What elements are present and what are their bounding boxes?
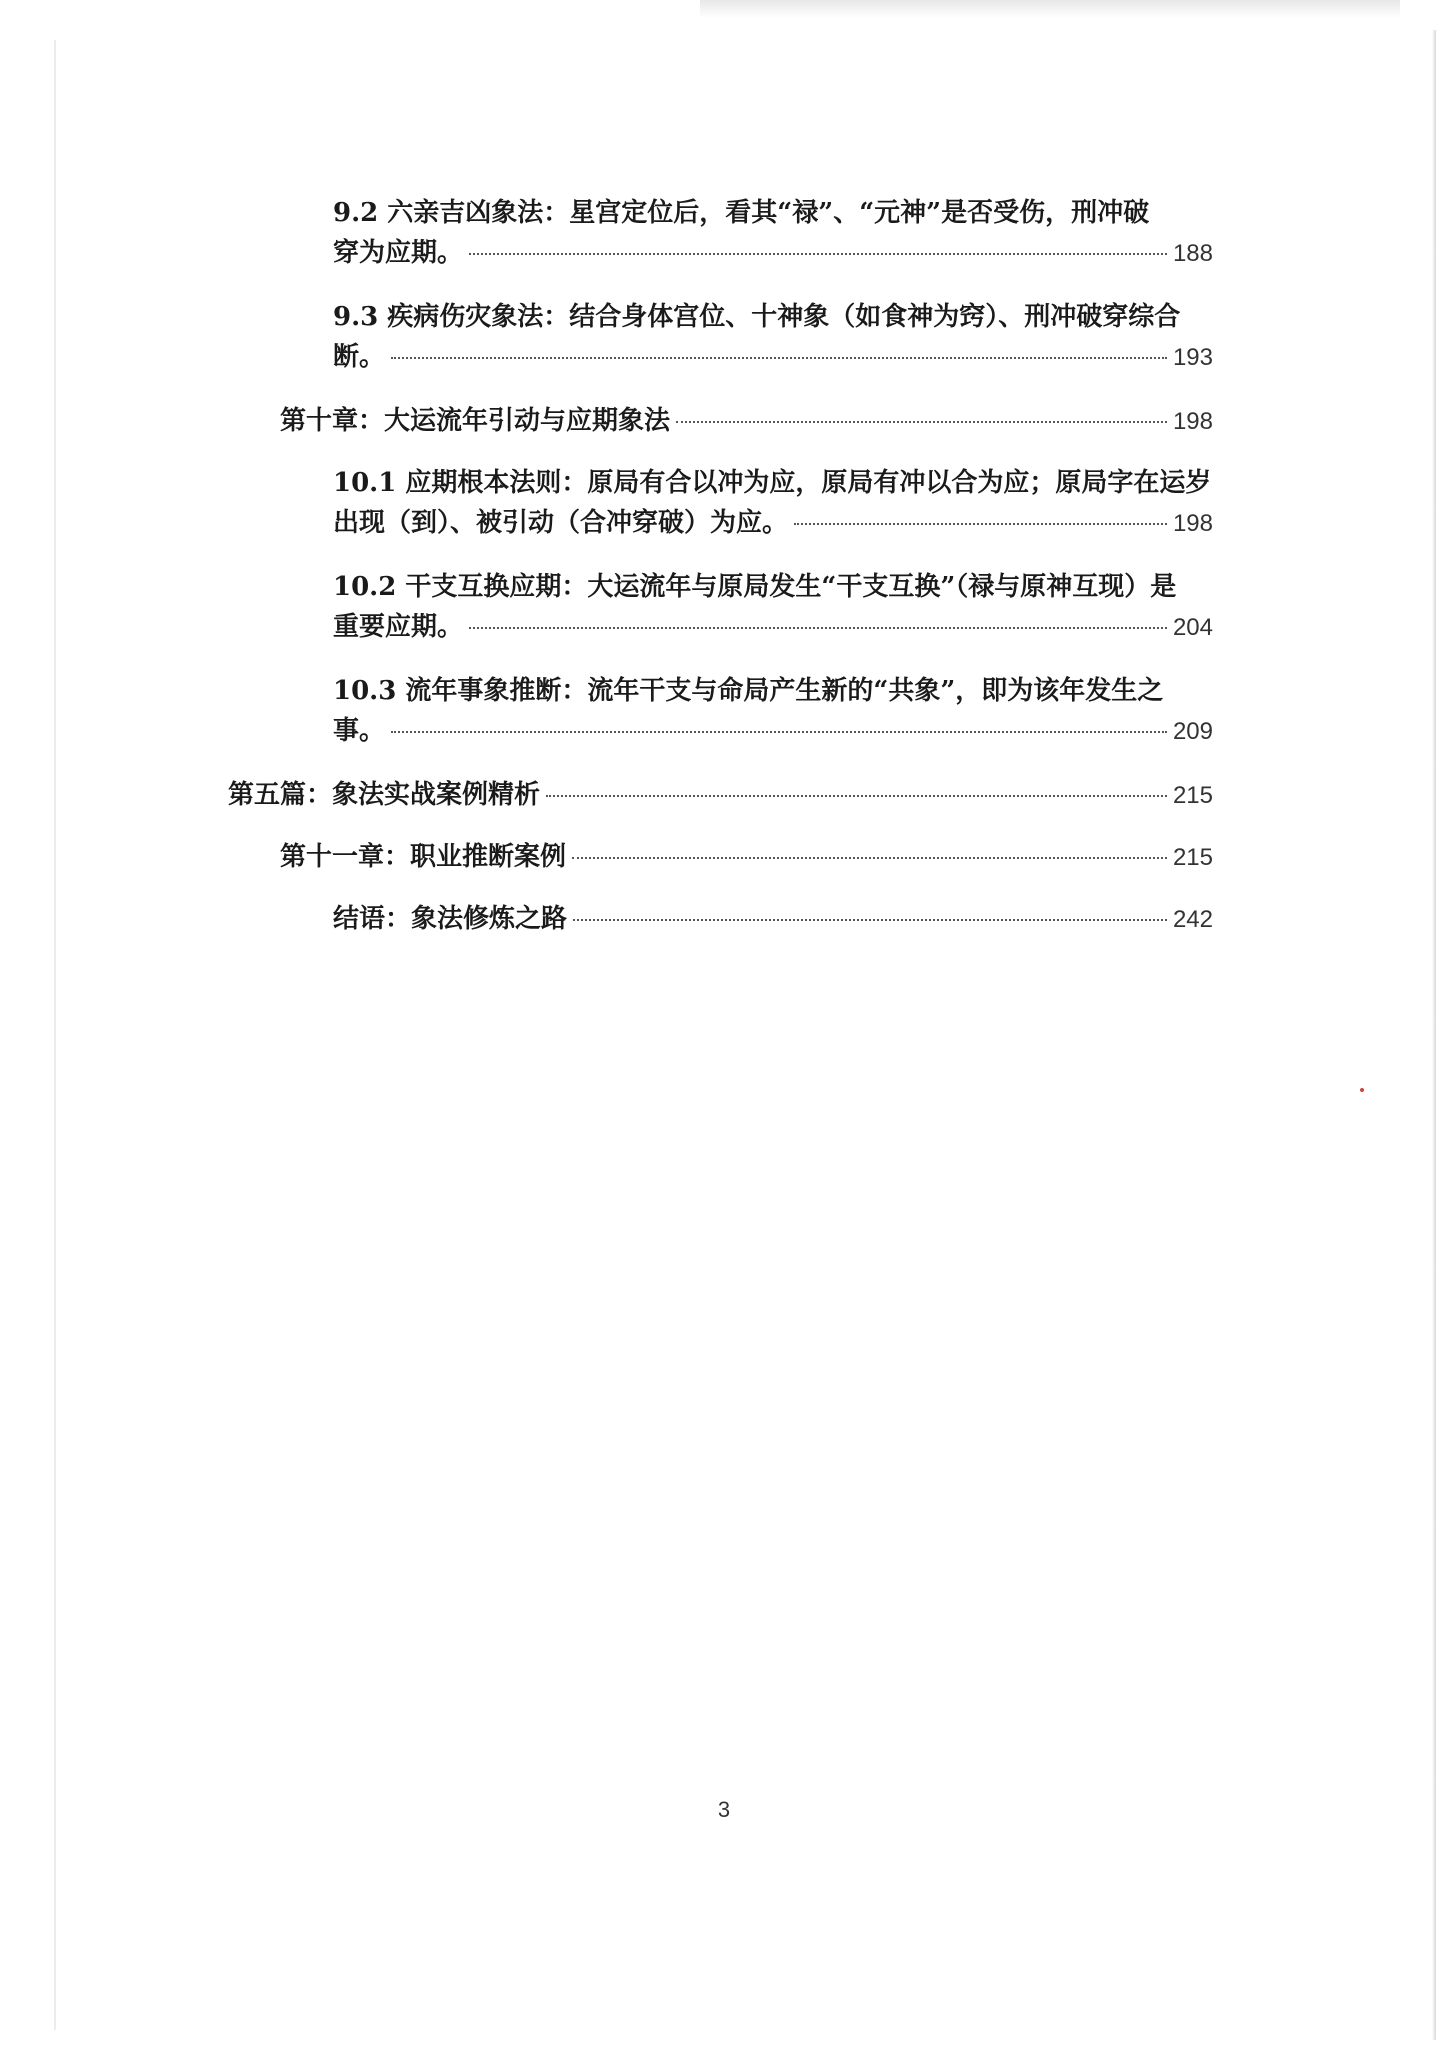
toc-page-number: 198 bbox=[1172, 510, 1213, 537]
toc-entry-chapter-11[interactable] bbox=[280, 837, 1213, 878]
toc-entry-title-cont: 断。 bbox=[333, 342, 386, 372]
toc-page-number: 209 bbox=[1172, 718, 1213, 745]
toc-page-number: 204 bbox=[1172, 614, 1213, 641]
toc-page-number: 198 bbox=[1172, 408, 1213, 435]
scan-speck bbox=[1359, 1087, 1364, 1092]
scan-shadow-top bbox=[700, 0, 1400, 18]
toc-leader-dots bbox=[469, 253, 1167, 255]
toc-entry-9-3[interactable] bbox=[333, 297, 1213, 378]
toc-entry-9-2[interactable] bbox=[333, 193, 1213, 274]
toc-leader-dots bbox=[469, 627, 1167, 629]
page-number: 3 bbox=[717, 1797, 731, 1822]
toc-entry-title: 10.2 干支互换应期：大运流年与原局发生“干支互换”（禄与原神互现）是 bbox=[333, 572, 1177, 602]
toc-entry-chapter-10[interactable] bbox=[280, 401, 1213, 442]
toc-leader-dots bbox=[572, 857, 1167, 859]
toc-page-number: 188 bbox=[1172, 240, 1213, 267]
toc-entry-title: 10.1 应期根本法则：原局有合以冲为应，原局有冲以合为应；原局字在运岁 bbox=[333, 468, 1212, 498]
toc-entry-title: 10.3 流年事象推断：流年干支与命局产生新的“共象”，即为该年发生之 bbox=[333, 676, 1164, 706]
toc-entry-title: 9.3 疾病伤灾象法：结合身体宫位、十神象（如食神为窍）、刑冲破穿综合 bbox=[333, 302, 1181, 332]
toc-page-number: 215 bbox=[1172, 782, 1213, 809]
toc-leader-dots bbox=[676, 421, 1167, 423]
toc-leader-dots bbox=[391, 357, 1167, 359]
toc-leader-dots bbox=[546, 795, 1167, 797]
toc-entry-title-cont: 重要应期。 bbox=[333, 612, 464, 642]
toc-entry-title: 结语：象法修炼之路 bbox=[333, 904, 568, 934]
toc-entry-title: 第十一章：职业推断案例 bbox=[280, 842, 567, 872]
toc-entry-title: 第五篇：象法实战案例精析 bbox=[228, 780, 541, 810]
toc-entry-10-3[interactable] bbox=[333, 671, 1213, 752]
toc-page-number: 193 bbox=[1172, 344, 1213, 371]
toc-entry-part-5[interactable] bbox=[228, 775, 1213, 816]
scan-edge-left bbox=[54, 40, 56, 2030]
toc-entry-10-2[interactable] bbox=[333, 567, 1213, 648]
toc-entry-title: 9.2 六亲吉凶象法：星宫定位后，看其“禄”、“元神”是否受伤，刑冲破 bbox=[333, 198, 1150, 228]
toc-page-number: 215 bbox=[1172, 844, 1213, 871]
toc-page-number: 242 bbox=[1172, 906, 1213, 933]
toc-entry-title-cont: 出现（到）、被引动（合冲穿破）为应。 bbox=[333, 508, 789, 538]
toc-entry-10-1[interactable] bbox=[333, 463, 1213, 544]
toc-leader-dots bbox=[794, 523, 1167, 525]
toc-entry-title: 第十章：大运流年引动与应期象法 bbox=[280, 406, 671, 436]
toc-leader-dots bbox=[573, 919, 1167, 921]
scan-shadow-right bbox=[1432, 30, 1436, 2040]
toc-entry-title-cont: 事。 bbox=[333, 716, 386, 746]
toc-entry-conclusion[interactable] bbox=[333, 899, 1213, 940]
toc-entry-title-cont: 穿为应期。 bbox=[333, 238, 464, 268]
toc-leader-dots bbox=[391, 731, 1167, 733]
